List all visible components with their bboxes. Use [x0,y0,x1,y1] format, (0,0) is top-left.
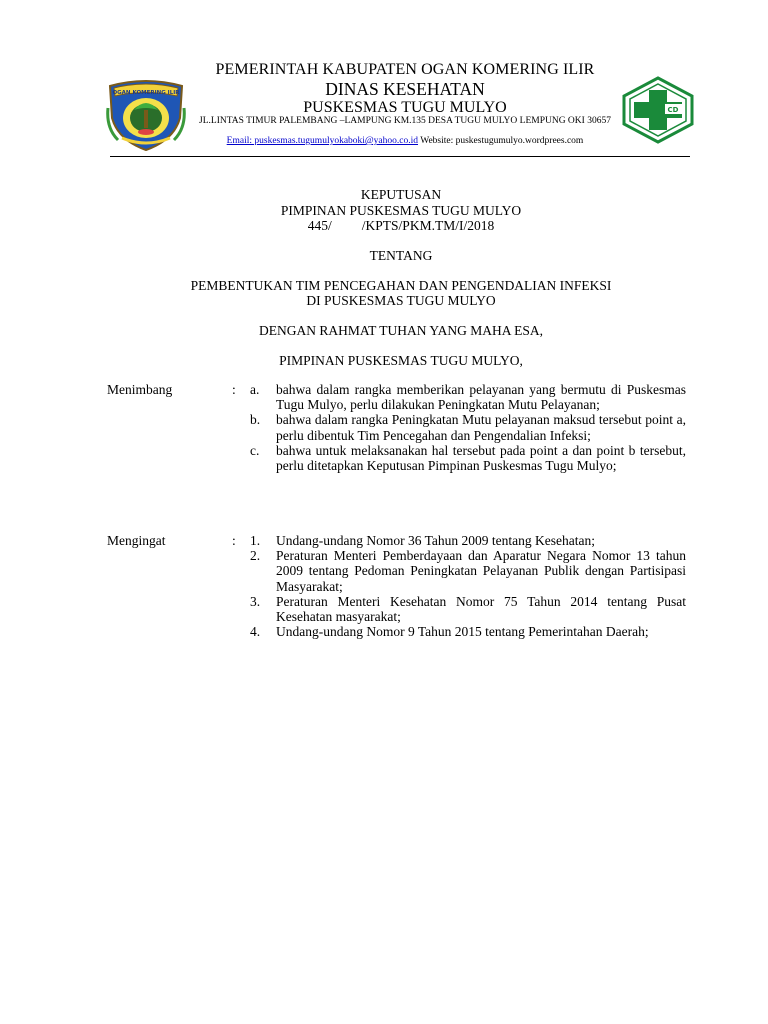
svg-text:CD: CD [667,106,679,114]
list-item-text: bahwa untuk melaksanakan hal tersebut pada point a dan point b tersebut, perlu ditetapkan Keputusan Pimpinan Puskesmas Tugu Mulyo; [276,442,686,474]
list-item [250,412,686,442]
list-item [250,624,686,639]
reference-suffix: /KPTS/PKM.TM/I/2018 [361,218,495,233]
pimpinan-line: PIMPINAN PUSKESMAS TUGU MULYO, [279,353,523,368]
list-item-text: Peraturan Menteri Kesehatan Nomor 75 Tahun 2014 tentang Pusat Kesehatan masyarakat; [276,593,686,625]
letterhead-puskesmas: PUSKESMAS TUGU MULYO [303,99,507,116]
decree-subject [100,278,702,308]
list-item [250,443,686,473]
email-link[interactable]: Email: puskesmas.tugumulyokaboki@yahoo.co.id [226,136,419,146]
list-item-text: bahwa dalam rangka memberikan pelayanan yang bermutu di Puskesmas Tugu Mulyo, perlu dilakukan Peningkatan Mutu Pelayanan; [276,382,686,413]
mengingat-label: Mengingat [107,533,166,548]
list-marker: a. [250,382,260,397]
list-item [250,382,686,412]
mengingat-list [250,533,686,639]
list-item [250,548,686,594]
letterhead-government: PEMERINTAH KABUPATEN OGAN KOMERING ILIR [215,61,595,78]
menimbang-label: Menimbang [107,382,173,397]
mengingat-colon: : [232,533,236,548]
rahmat-line: DENGAN RAHMAT TUHAN YANG MAHA ESA, [258,323,543,338]
tentang-heading: TENTANG [369,248,433,263]
decree-heading: KEPUTUSAN [360,187,442,202]
website-text: Website: puskestugumulyo.wordprees.com [420,136,584,146]
letterhead-divider [110,156,690,157]
reference-prefix: 445/ [307,218,332,233]
subject-line-1: PEMBENTUKAN TIM PENCEGAHAN DAN PENGENDALIAN INFEKSI [190,278,612,293]
decree-reference [100,218,702,233]
list-marker: 3. [250,593,261,609]
svg-text:OGAN KOMERING ILIR: OGAN KOMERING ILIR [112,90,180,96]
list-item [250,533,686,548]
letterhead-department: DINAS KESEHATAN [325,79,485,99]
menimbang-colon: : [232,382,236,397]
list-item-text: Undang-undang Nomor 36 Tahun 2009 tentang Kesehatan; [276,533,595,548]
subject-line-2: DI PUSKESMAS TUGU MULYO [306,293,496,308]
list-item [250,594,686,624]
list-item-text: bahwa dalam rangka Peningkatan Mutu pelayanan maksud tersebut point a, perlu dibentuk Tim Pencegahan dan Pengendalian Infeksi; [276,412,686,443]
list-marker: 4. [250,624,261,640]
decree-issuer: PIMPINAN PUSKESMAS TUGU MULYO [280,203,522,218]
list-marker: b. [250,412,261,428]
list-marker: c. [250,442,260,458]
list-marker: 1. [250,533,261,548]
letterhead-address: JL.LINTAS TIMUR PALEMBANG –LAMPUNG KM.135 DESA TUGU MULYO LEMPUNG OKI 30657 [199,116,611,126]
list-marker: 2. [250,548,261,564]
list-item-text: Peraturan Menteri Pemberdayaan dan Aparatur Negara Nomor 13 tahun 2009 tentang Pedoman Peningkatan Pelayanan Publik dengan Partisipasi Masyarakat; [276,548,686,594]
letterhead-contact [150,136,660,146]
list-item-text: Undang-undang Nomor 9 Tahun 2015 tentang Pemerintahan Daerah; [276,624,649,640]
menimbang-list [250,382,686,473]
